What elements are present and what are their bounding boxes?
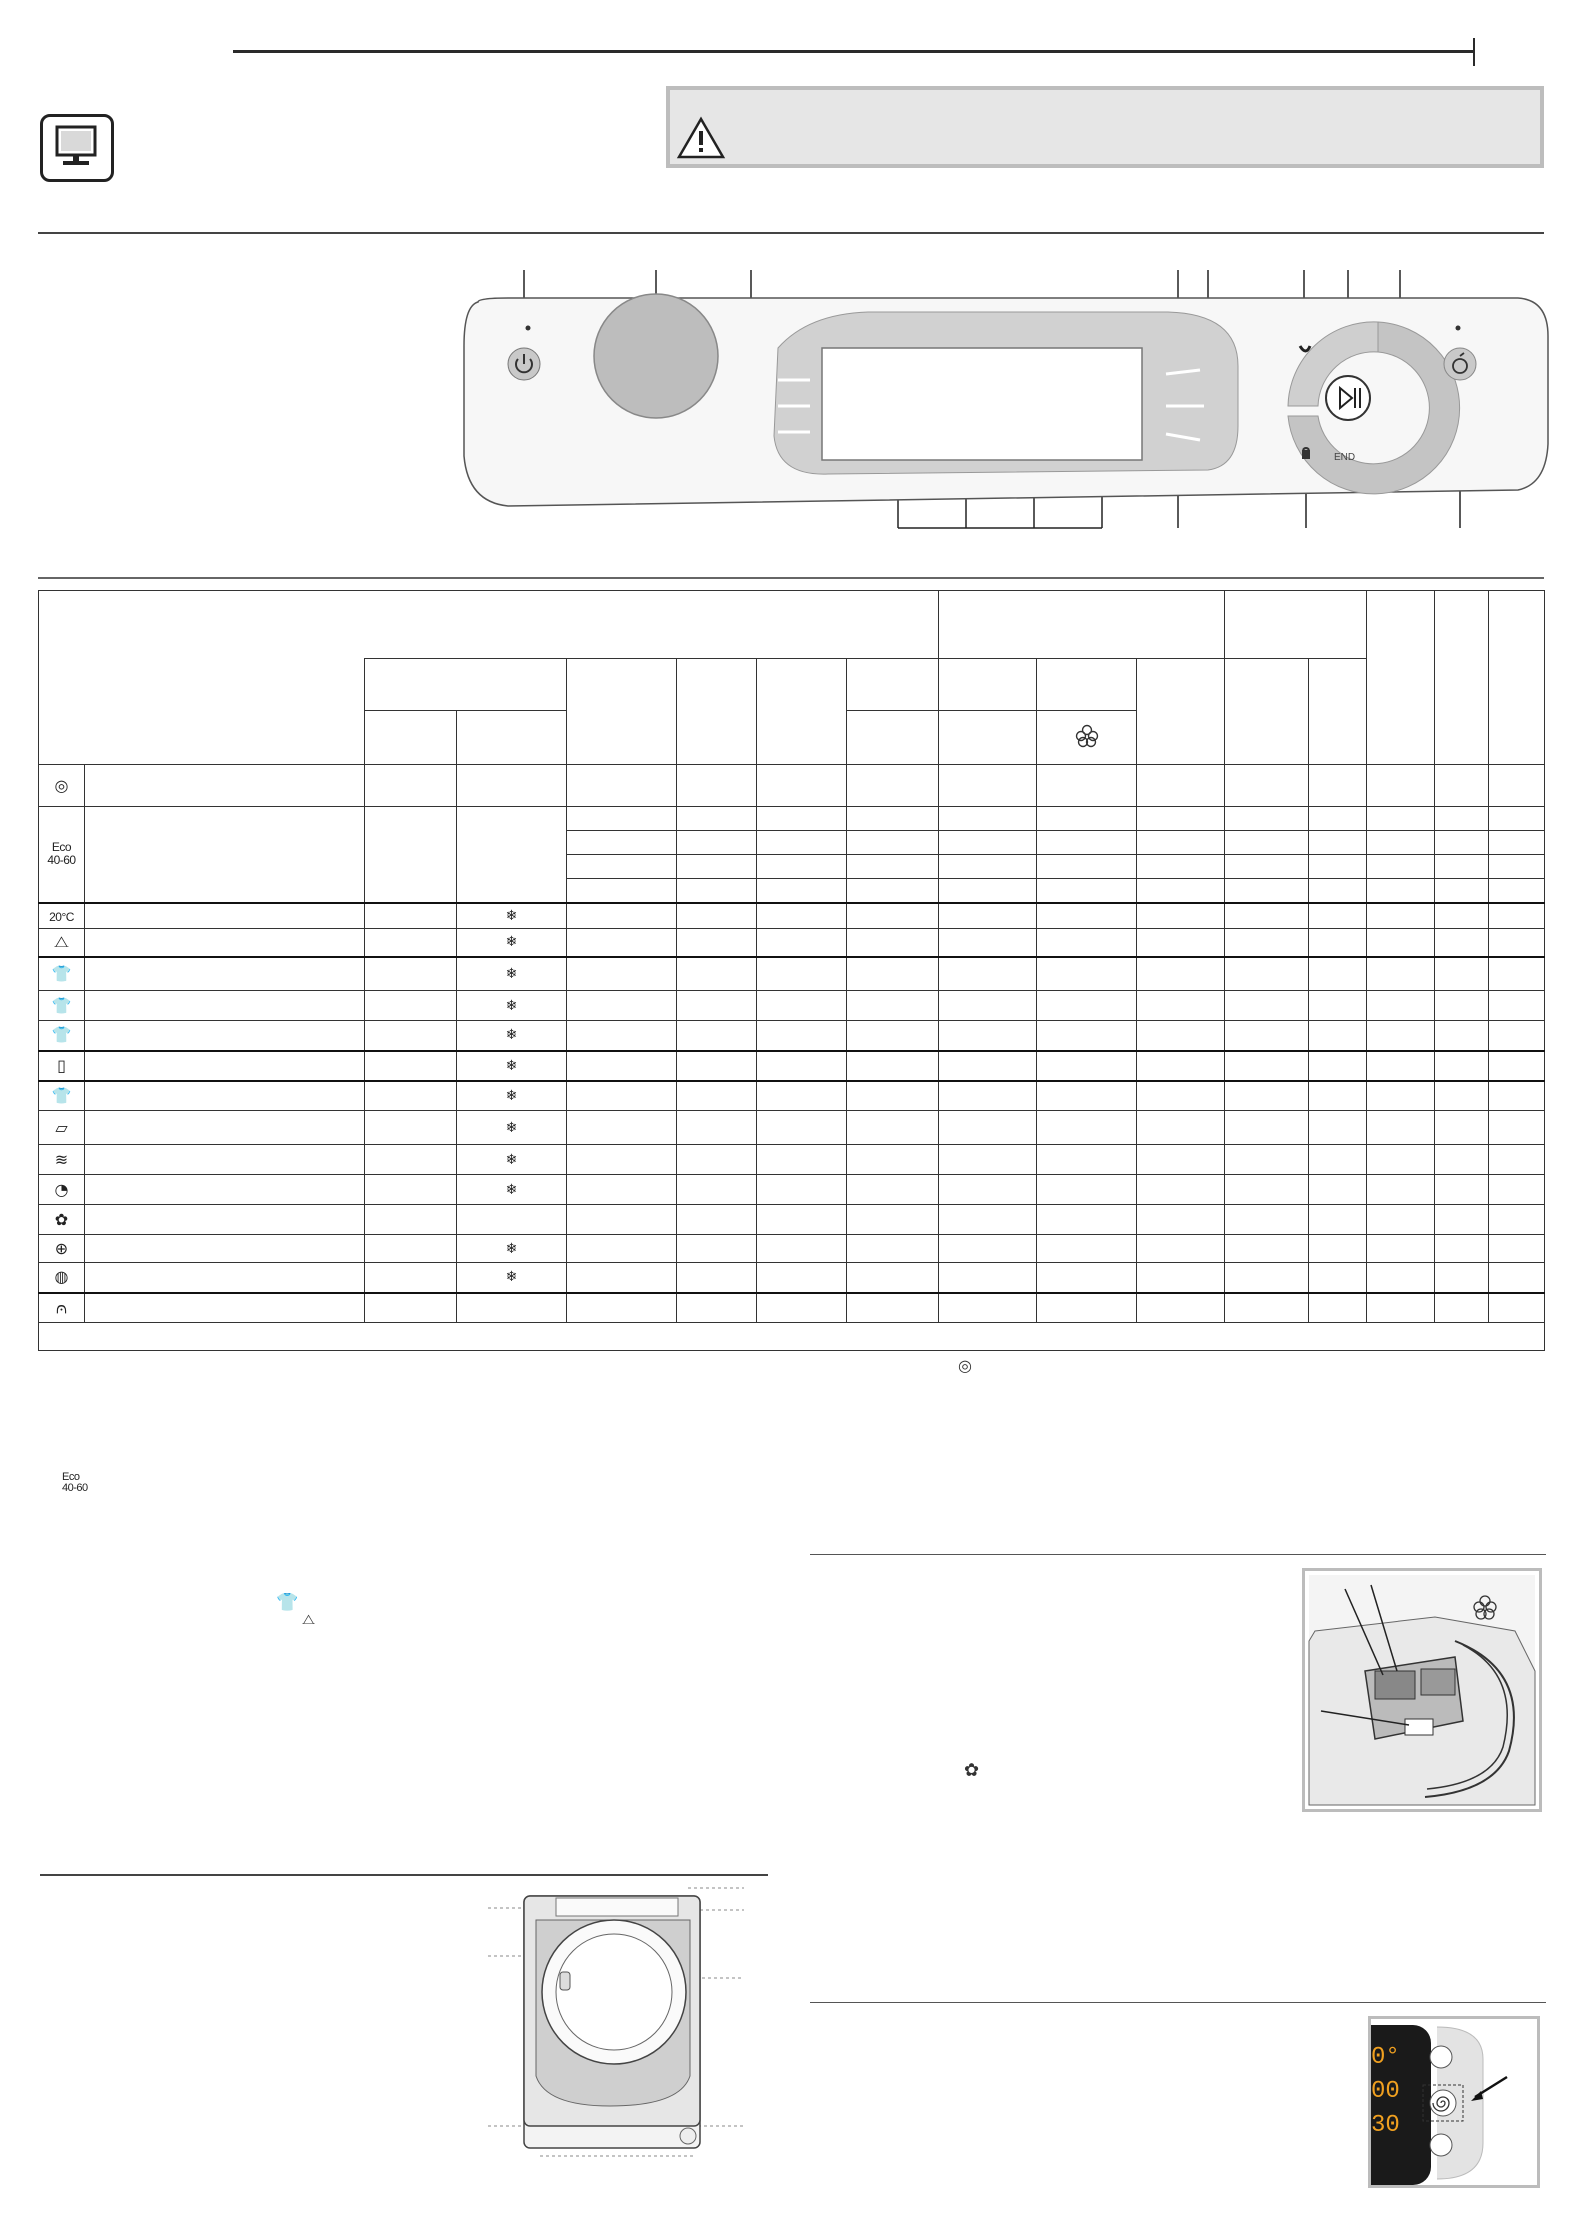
table-row <box>39 765 1545 807</box>
display-line-1: 0° <box>1371 2044 1400 2071</box>
cold-wash-icon: ❄ <box>457 1175 567 1205</box>
section-rule-machine <box>40 1874 768 1876</box>
eco-label-line2: 40-60 <box>47 853 76 868</box>
sports-icon: ◍ <box>39 1263 85 1293</box>
quick-wash-icon: ◔ <box>39 1175 85 1205</box>
softener-flower-icon <box>1074 724 1100 748</box>
warning-box <box>666 86 1544 168</box>
table-row <box>39 903 1545 929</box>
table-row <box>39 1263 1545 1293</box>
eco-label-line1: Eco <box>51 840 72 855</box>
cold-wash-icon: ❄ <box>457 1051 567 1081</box>
freshen-icon: ✿ <box>39 1205 85 1235</box>
control-panel <box>448 256 1552 536</box>
table-row <box>39 991 1545 1021</box>
display-figure <box>1368 2016 1540 2188</box>
duvet-icon: ▯ <box>39 1051 85 1081</box>
table-row <box>39 1205 1545 1235</box>
section-rule-display <box>810 2002 1546 2003</box>
cold-wash-icon: ❄ <box>457 957 567 991</box>
baby-icon: 👕 <box>39 1081 85 1111</box>
table-row <box>39 929 1545 957</box>
detergent-drawer-figure <box>1302 1568 1542 1812</box>
table-row <box>39 807 1545 831</box>
synthetics-icon: ⧍ <box>39 929 85 957</box>
table-row <box>39 1051 1545 1081</box>
wool-icon: ≋ <box>39 1145 85 1175</box>
cold-wash-icon: ❄ <box>457 903 567 929</box>
cotton-shirt-icon: 👕 <box>276 1592 299 1613</box>
cold-wash-icon: ❄ <box>457 1081 567 1111</box>
end-label: END <box>1334 452 1356 463</box>
delicates-icon: ▱ <box>39 1111 85 1145</box>
spiral-icon: ◎ <box>39 765 85 807</box>
cold-wash-icon: ❄ <box>457 1263 567 1293</box>
top-rule <box>233 50 1475 53</box>
table-row <box>39 1021 1545 1051</box>
spiral-icon: ◎ <box>958 1356 972 1375</box>
table-row <box>39 1111 1545 1145</box>
table-row <box>39 1293 1545 1323</box>
table-row <box>39 1235 1545 1263</box>
mixed-shirt-icon: 👕 <box>39 991 85 1021</box>
20c-icon: 20°C <box>39 903 85 929</box>
programme-table <box>38 590 1545 1351</box>
cold-wash-icon: ❄ <box>457 1145 567 1175</box>
hygiene-icon: ⊕ <box>39 1235 85 1263</box>
synthetics-icon: ⧍ <box>302 1612 316 1628</box>
cold-wash-icon: ❄ <box>457 929 567 957</box>
section-rule-detergent <box>810 1554 1546 1555</box>
eco-note-line2: 40-60 <box>62 1482 88 1494</box>
rinse-icon: ⩀ <box>39 1293 85 1323</box>
top-rule-tick <box>1473 38 1475 66</box>
warning-triangle-icon <box>676 116 726 160</box>
eco-40-60-icon <box>62 1472 88 1494</box>
display-line-2: 00 <box>1371 2078 1400 2105</box>
table-row <box>39 957 1545 991</box>
cold-wash-icon: ❄ <box>457 1111 567 1145</box>
table-row <box>39 1145 1545 1175</box>
eco-note-line1: Eco <box>62 1471 80 1483</box>
cold-wash-icon: ❄ <box>457 1235 567 1263</box>
eco-40-60-icon <box>39 807 85 903</box>
cold-wash-icon: ❄ <box>457 1021 567 1051</box>
section-rule-1 <box>38 232 1544 234</box>
cold-wash-icon: ❄ <box>457 991 567 1021</box>
cotton-shirt-icon: 👕 <box>39 957 85 991</box>
dark-shirt-icon: 👕 <box>39 1021 85 1051</box>
table-row <box>39 1081 1545 1111</box>
section-rule-2 <box>38 577 1544 579</box>
display-line-3: 30 <box>1371 2112 1400 2139</box>
softener-flower-icon: ✿ <box>964 1760 980 1781</box>
table-row <box>39 1175 1545 1205</box>
washing-machine-figure <box>480 1880 760 2160</box>
computer-monitor-icon <box>40 114 114 182</box>
